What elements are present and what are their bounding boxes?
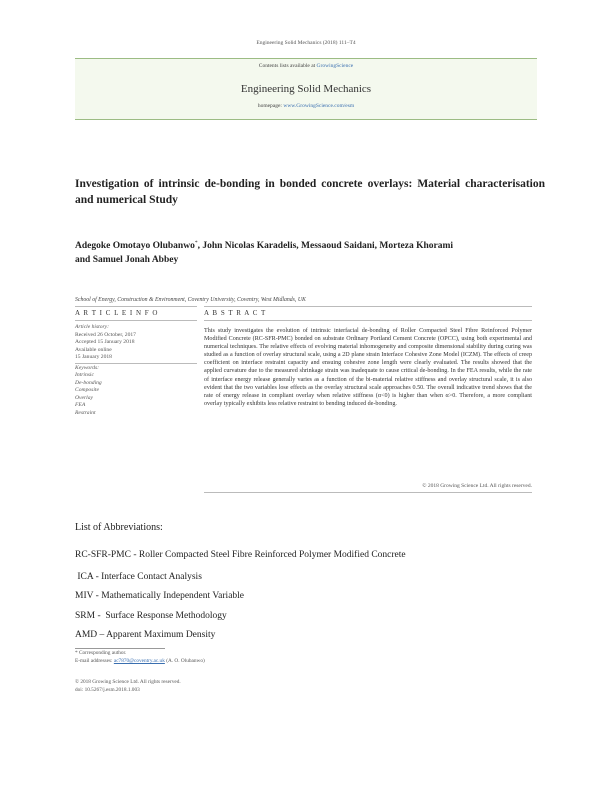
email-link[interactable]: ac7870@coventry.ac.uk — [113, 658, 165, 664]
keyword: Composite — [75, 387, 99, 393]
divider-info — [75, 320, 197, 321]
publisher-link[interactable]: GrowingScience — [316, 63, 354, 69]
footnote-rule — [75, 648, 165, 649]
affiliation: School of Energy, Construction & Environment, Coventry University, Coventry, West Midlands, UK — [75, 297, 306, 303]
doi: doi: 10.5267/j.esm.2018.1.003 — [75, 687, 140, 693]
keyword: De-bonding — [75, 379, 102, 386]
keywords-label: Keywords: — [75, 364, 100, 371]
history-label: Article history: — [75, 324, 110, 330]
available-online-label: Available online — [75, 346, 112, 353]
homepage-line — [75, 103, 537, 109]
contents-prefix: Contents lists available at — [258, 63, 316, 69]
corresponding-author-note: * Corresponding author. — [75, 650, 127, 656]
running-head: Engineering Solid Mechanics (2018) 111–T4 — [256, 40, 356, 46]
article-title: Investigation of intrinsic de-bonding in bonded concrete overlays: Material characterisation and numerical Study — [75, 178, 545, 206]
abstract-copyright: © 2018 Growing Science Ltd. All rights reserved. — [422, 483, 532, 489]
divider-abstract-bottom — [204, 492, 532, 493]
available-online-date: 15 January 2018 — [75, 354, 112, 360]
keyword: FEA — [75, 402, 86, 408]
homepage-prefix: homepage: — [257, 103, 282, 109]
divider-abstract — [204, 320, 532, 321]
article-info-heading: A R T I C L E I N F O — [75, 309, 159, 317]
keyword: Overlay — [75, 394, 94, 401]
abbreviations-title: List of Abbreviations: — [75, 522, 163, 533]
abbreviation-item: SRM - Surface Response Methodology — [75, 611, 227, 621]
info-inner-divider — [75, 363, 197, 364]
keyword: Intrinsic — [75, 372, 94, 378]
author-list — [75, 236, 545, 267]
homepage-link[interactable]: www.GrowingScience.com/esm — [283, 103, 355, 109]
accepted-date: Accepted 15 January 2018 — [75, 339, 135, 345]
article-info — [75, 324, 197, 417]
authors-line-2: and Samuel Jonah Abbey — [75, 255, 179, 266]
keyword: Restraint — [75, 409, 96, 416]
contents-line — [75, 63, 537, 69]
footer-copyright: © 2018 Growing Science Ltd. All rights reserved. — [75, 679, 181, 685]
abbreviation-item: MIV - Mathematically Independent Variable — [75, 591, 245, 601]
journal-title: Engineering Solid Mechanics — [240, 83, 372, 95]
abbreviation-item: ICA - Interface Contact Analysis — [75, 572, 202, 582]
journal-banner — [75, 58, 537, 120]
received-date: Received 26 October, 2017 — [75, 331, 136, 338]
abbreviation-item: RC-SFR-PMC - Roller Compacted Steel Fibre Reinforced Polymer Modified Concrete — [75, 550, 406, 560]
divider-top-abstract — [204, 306, 532, 307]
abbreviation-item: AMD – Apparent Maximum Density — [75, 630, 216, 640]
email-line — [75, 658, 205, 664]
divider-top — [75, 306, 197, 307]
first-author: Adegoke Omotayo Olubanwo — [75, 241, 195, 252]
email-owner: (A. O. Olubanwo) — [166, 658, 205, 664]
abstract-heading: A B S T R A C T — [204, 309, 267, 317]
other-authors: , John Nicolas Karadelis, Messaoud Saidani, Morteza Khorami — [197, 241, 454, 252]
corresponding-mark: * — [194, 240, 198, 246]
email-label: E-mail addresses: — [75, 658, 113, 664]
abstract-text: This study investigates the evolution of intrinsic interfacial de-bonding of Roller Compacted Steel Fibre Reinforced Polymer Modified Concrete (RC-SFR-PMC) bonded on substrate Ordinary Portland Cement Concrete (OPCC), using both experimental and numerical techniques. The relative effects of evolving material inhomogeneity and composite dimensional stability during curing was studied as a function of overlay structural scale, using a 2D plane strain Interface Cohesive Zone Model (ICZM). The effects of creep coefficient on interface restraint capacity and ensuing cohesive zone length were clearly evaluated. The results showed that the applied curvature due to the measured shrinkage strain was inadequate to cause critical de-bonding. In the FEA results, while the rate of interface energy release generally varies as a function of the bi-material relative stiffness and overlay structural scale, it is also evident that the two variables lose effects as the overlay structural scale approaches 0.50. The overall indicative trend shows that the rate of energy release in compliant overlay when relative stiffness (α<0) is higher than when α>0. Therefore, a more compliant overlay typically exhibits less relative restraint to bending induced de-bonding. — [204, 328, 532, 407]
